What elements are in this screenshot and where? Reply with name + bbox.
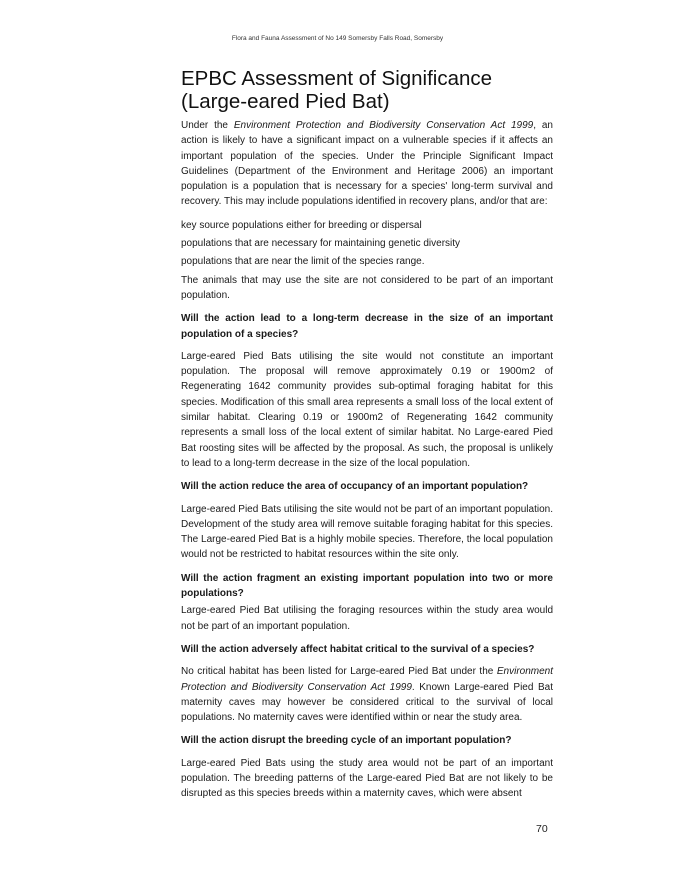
question-heading: Will the action fragment an existing important population into two or more populations? <box>181 572 553 600</box>
question-heading: Will the action adversely affect habitat critical to the survival of a species? <box>181 643 535 655</box>
list-item: key source populations either for breeding or dispersal <box>181 219 422 231</box>
intro-conclusion: The animals that may use the site are not considered to be part of an important population. <box>181 274 553 301</box>
page-content <box>181 67 553 810</box>
list-item: populations that are necessary for maintaining genetic diversity <box>181 238 461 250</box>
list-item: populations that are near the limit of the species range. <box>181 256 425 268</box>
question-heading: Will the action lead to a long-term decrease in the size of an important population of a species? <box>181 313 553 340</box>
answer-paragraph: Large-eared Pied Bats utilising the site would not be part of an important population. Development of the study area will remove suitable foraging habitat for this species. The Large-eared Pied Bat is a highly mobile species. Therefore, the local population would not be restricted to habitat resources within the site only. <box>181 503 553 561</box>
intro-paragraph: Under the Environment Protection and Biodiversity Conservation Act 1999, an action is likely to have a significant impact on a vulnerable species if it affects an important population of the species. Under the Principle Significant Impact Guidelines (Department of the Environment and Heritage 2006) an important population is a population that is necessary for a species' long-term survival and recovery. This may include populations identified in recovery plans, and/or that are: <box>181 120 553 208</box>
section-title: EPBC Assessment of Significance (Large-eared Pied Bat) <box>181 67 493 113</box>
act-name: Environment Protection and Biodiversity Conservation Act 1999 <box>233 120 534 131</box>
question-heading: Will the action reduce the area of occupancy of an important population? <box>181 481 529 493</box>
answer-paragraph: Large-eared Pied Bat utilising the foraging resources within the study area would not be part of an important population. <box>181 605 553 632</box>
answer-paragraph: Large-eared Pied Bats using the study area would not be part of an important population. The breeding patterns of the Large-eared Pied Bat are not likely to be disrupted as this species breeds within a maternity caves, which were absent <box>181 757 553 800</box>
page-number: 70 <box>536 823 548 835</box>
question-heading: Will the action disrupt the breeding cycle of an important population? <box>181 735 512 747</box>
answer-paragraph: No critical habitat has been listed for Large-eared Pied Bat under the Environment Protection and Biodiversity Conservation Act 1999. Known Large-eared Pied Bat maternity caves may however be considered critical to the survival of local populations. No maternity caves were identified within or near the study area. <box>181 666 553 724</box>
act-name: Environment Protection and Biodiversity Conservation Act 1999 <box>181 666 553 693</box>
answer-paragraph: Large-eared Pied Bats utilising the site would not constitute an important population. The proposal will remove approximately 0.19 or 1900m2 of Regenerating 1642 community provides sub-optimal foraging habitat for this species. Modification of this small area represents a small loss of the local extent of similar habitat. Clearing 0.19 or 1900m2 of Regenerating 1642 community represents a small loss of the local extent of similar habitat. No Large-eared Pied Bat roosting sites will be affected by the proposal. As such, the proposal is unlikely to lead to a long-term decrease in the size of the local population. <box>181 350 553 469</box>
running-header: Flora and Fauna Assessment of No 149 Somersby Falls Road, Somersby <box>231 35 444 42</box>
